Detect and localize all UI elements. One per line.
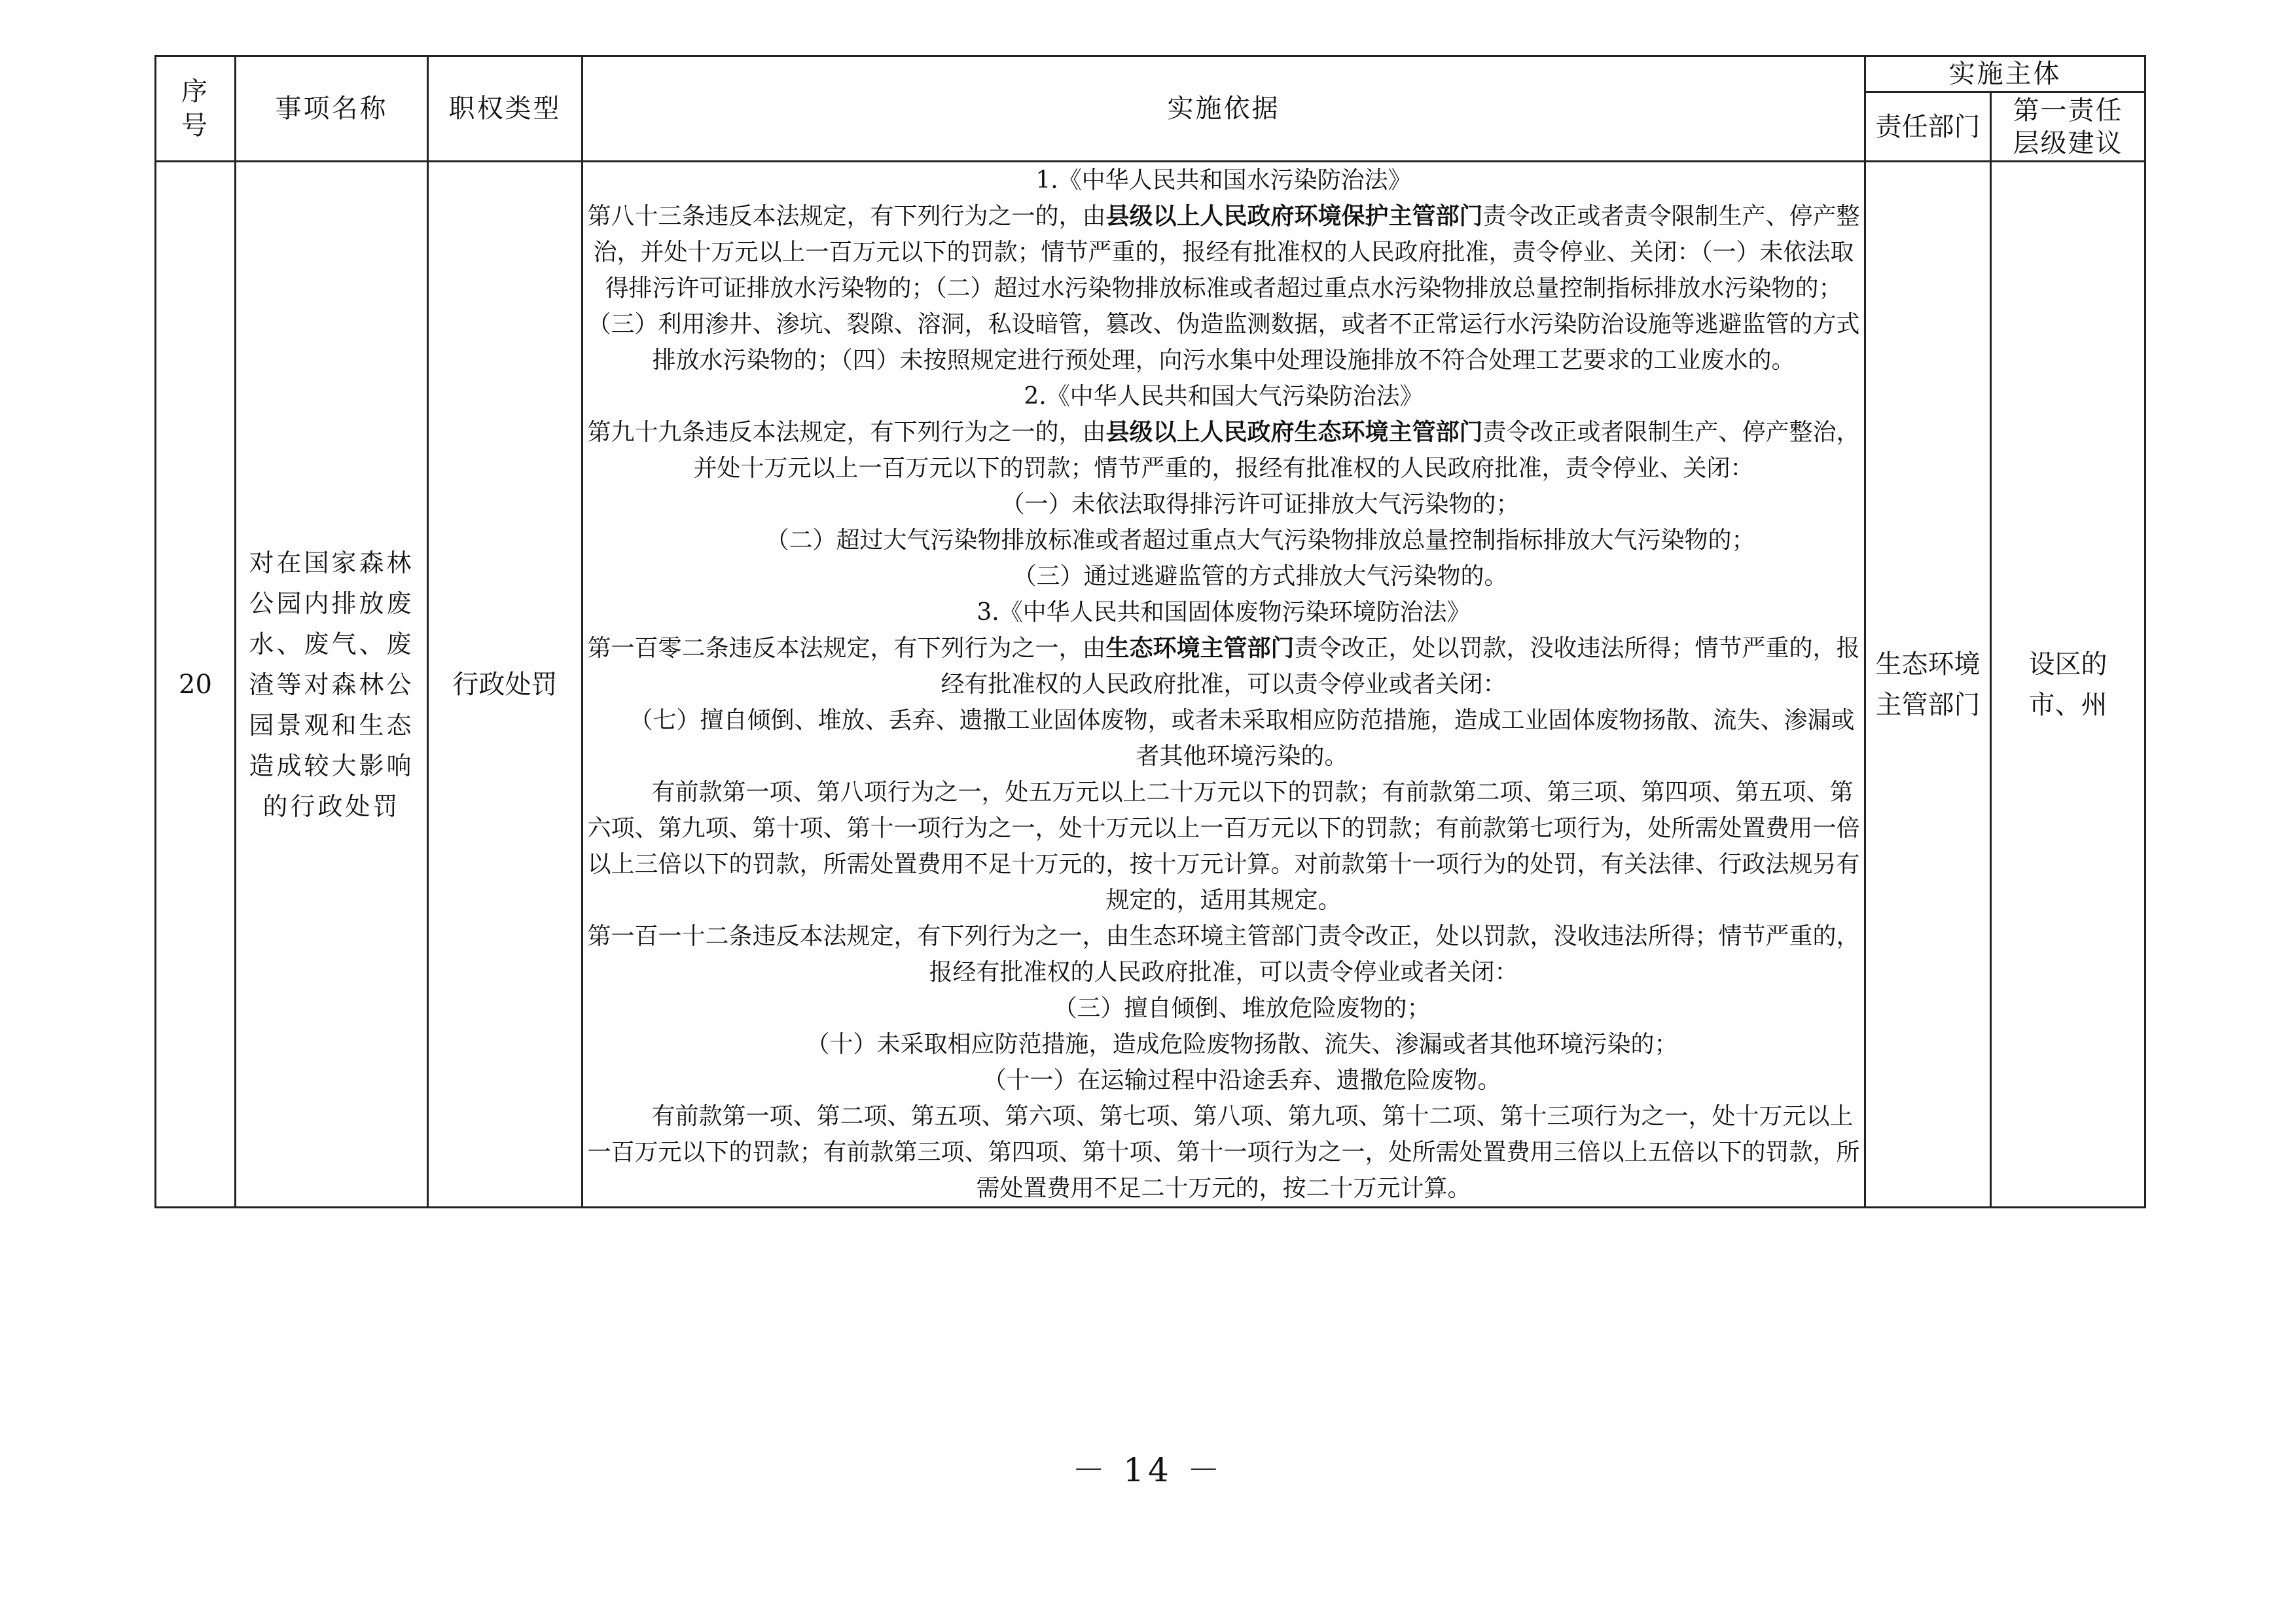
header-name: 事项名称	[236, 56, 428, 162]
law3-article-102: 第一百零二条违反本法规定，有下列行为之一，由生态环境主管部门责令改正，处以罚款，没收违法所得；情节严重的，报经有批准权的人民政府批准，可以责令停业或者关闭：	[587, 634, 1860, 698]
law2-title: 2.《中华人民共和国大气污染防治法》	[1024, 383, 1424, 410]
header-subject: 实施主体	[1865, 56, 2145, 92]
page-number: － 14 －	[1072, 1451, 1224, 1489]
header-dept: 责任部门	[1865, 92, 1991, 162]
row-seq: 20	[156, 162, 236, 1208]
law3-item-11: （十一）在运输过程中沿途丢弃、遗撒危险废物。	[982, 1067, 1501, 1094]
law3-item-7: （七）擅自倾倒、堆放、丢弃、遗撒工业固体废物，或者未采取相应防范措施，造成工业固体废物扬散、流失、渗漏或者其他环境污染的。	[629, 707, 1855, 770]
law3-title: 3.《中华人民共和国固体废物污染环境防治法》	[977, 599, 1471, 626]
law3-penalty-1: 有前款第一项、第八项行为之一，处五万元以上二十万元以下的罚款；有前款第二项、第三项、第四项、第五项、第六项、第九项、第十项、第十一项行为之一，处十万元以上一百万元以下的罚款；有前款第七项行为，处所需处置费用一倍以上三倍以下的罚款，所需处置费用不足十万元的，按十万元计算。对前款第十一项行为的处罚，有关法律、行政法规另有规定的，适用其规定。	[587, 779, 1860, 914]
row-type: 行政处罚	[428, 162, 583, 1208]
row-basis	[583, 162, 1865, 1208]
law3-item-3: （三）擅自倾倒、堆放危险废物的；	[1053, 995, 1431, 1022]
enforcement-table	[154, 55, 2146, 1208]
header-basis: 实施依据	[583, 56, 1865, 162]
row-level: 设区的市、州	[1991, 162, 2145, 1208]
row-dept: 生态环境主管部门	[1865, 162, 1991, 1208]
header-type: 职权类型	[428, 56, 583, 162]
law2-article-99: 第九十九条违反本法规定，有下列行为之一的，由县级以上人民政府生态环境主管部门责令改正或者限制生产、停产整治，并处十万元以上一百万元以下的罚款；情节严重的，报经有批准权的人民政府批准，责令停业、关闭：	[587, 418, 1860, 482]
law2-item-1: （一）未依法取得排污许可证排放大气污染物的；	[1001, 491, 1520, 518]
law2-item-2: （二）超过大气污染物排放标准或者超过重点大气污染物排放总量控制指标排放大气污染物的；	[765, 527, 1755, 554]
law3-item-10: （十）未采取相应防范措施，造成危险废物扬散、流失、渗漏或者其他环境污染的；	[806, 1031, 1678, 1058]
law2-item-3: （三）通过逃避监管的方式排放大气污染物的。	[1013, 563, 1508, 590]
law3-penalty-2: 有前款第一项、第二项、第五项、第六项、第七项、第八项、第九项、第十二项、第十三项行为之一，处十万元以上一百万元以下的罚款；有前款第三项、第四项、第十项、第十一项行为之一，处所需处置费用三倍以上五倍以下的罚款，所需处置费用不足二十万元的，按二十万元计算。	[587, 1103, 1860, 1202]
law3-article-112: 第一百一十二条违反本法规定，有下列行为之一，由生态环境主管部门责令改正，处以罚款，没收违法所得；情节严重的，报经有批准权的人民政府批准，可以责令停业或者关闭：	[587, 923, 1860, 986]
header-level: 第一责任层级建议	[1991, 92, 2145, 162]
law1-article-83: 第八十三条违反本法规定，有下列行为之一的，由县级以上人民政府环境保护主管部门责令改正或者责令限制生产、停产整治，并处十万元以上一百万元以下的罚款；情节严重的，报经有批准权的人民政府批准，责令停业、关闭：（一）未依法取得排污许可证排放水污染物的；（二）超过水污染物排放标准或者超过重点水污染物排放总量控制指标排放水污染物的；（三）利用渗井、渗坑、裂隙、溶洞，私设暗管，篡改、伪造监测数据，或者不正常运行水污染防治设施等逃避监管的方式排放水污染物的；（四）未按照规定进行预处理，向污水集中处理设施排放不符合处理工艺要求的工业废水的。	[587, 202, 1860, 374]
row-name: 对在国家森林公园内排放废水、废气、废渣等对森林公园景观和生态造成较大影响的行政处罚	[236, 162, 428, 1208]
law1-title: 1.《中华人民共和国水污染防治法》	[1035, 167, 1412, 194]
header-seq: 序号	[156, 56, 236, 162]
